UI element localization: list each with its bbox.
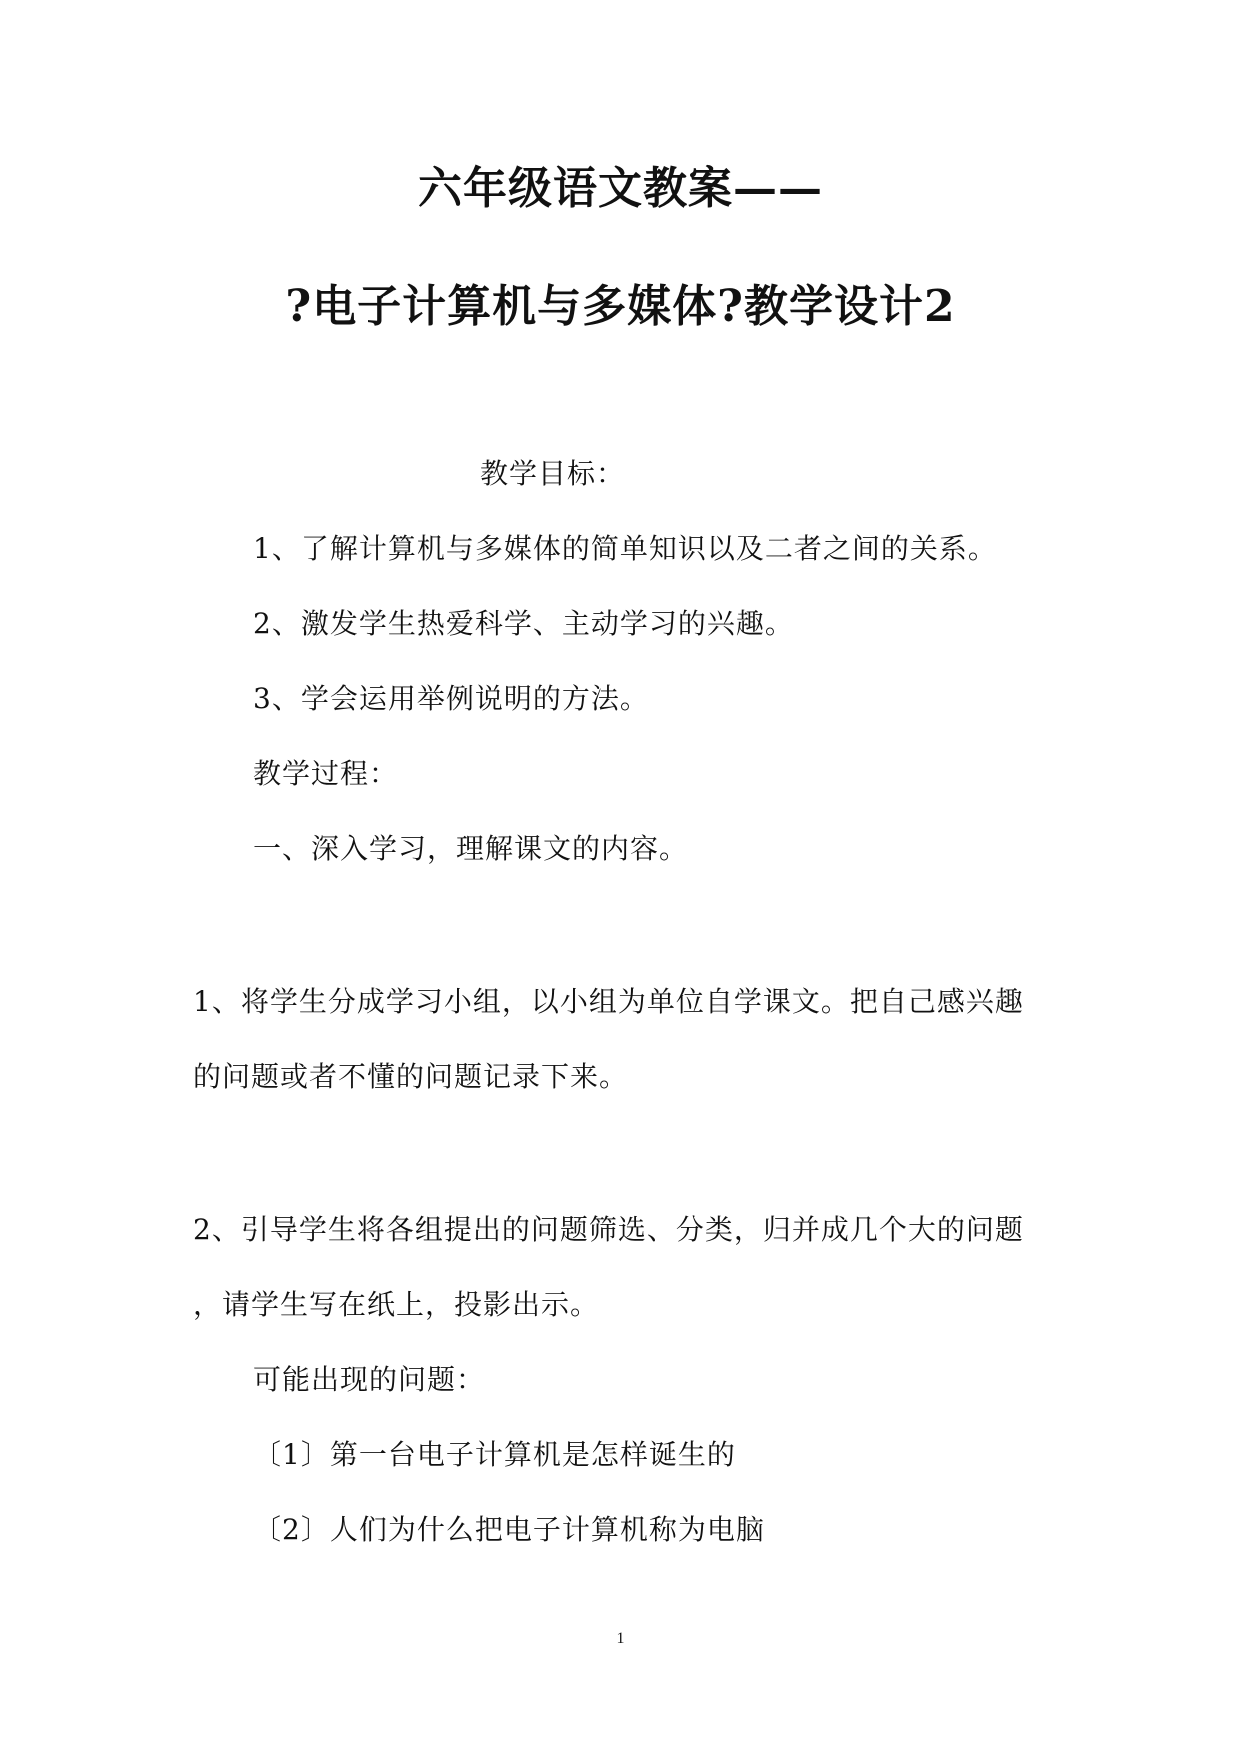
step-1-line1: 1、将学生分成学习小组，以小组为单位自学课文。把自己感兴趣	[193, 985, 1024, 1018]
objective-1: 1、了解计算机与多媒体的简单知识以及二者之间的关系。	[253, 532, 997, 565]
section-1: 一、深入学习，理解课文的内容。	[253, 832, 689, 865]
document-title-line1: 六年级语文教案——	[418, 163, 823, 214]
document-title-line2: ?电子计算机与多媒体?教学设计2	[285, 281, 956, 332]
objective-2: 2、激发学生热爱科学、主动学习的兴趣。	[253, 607, 794, 640]
objective-3: 3、学会运用举例说明的方法。	[253, 682, 649, 715]
objectives-heading: 教学目标：	[480, 457, 626, 490]
possible-questions-heading: 可能出现的问题：	[253, 1363, 486, 1396]
question-2: 〔2〕人们为什么把电子计算机称为电脑	[253, 1513, 765, 1546]
step-1-line2: 的问题或者不懂的问题记录下来。	[193, 1060, 629, 1093]
page-number: 1	[616, 1630, 625, 1647]
process-heading: 教学过程：	[253, 757, 399, 790]
step-2-line1: 2、引导学生将各组提出的问题筛选、分类，归并成几个大的问题	[193, 1213, 1024, 1246]
step-2-line2: ，请学生写在纸上，投影出示。	[193, 1288, 600, 1321]
question-1: 〔1〕第一台电子计算机是怎样诞生的	[253, 1438, 736, 1471]
